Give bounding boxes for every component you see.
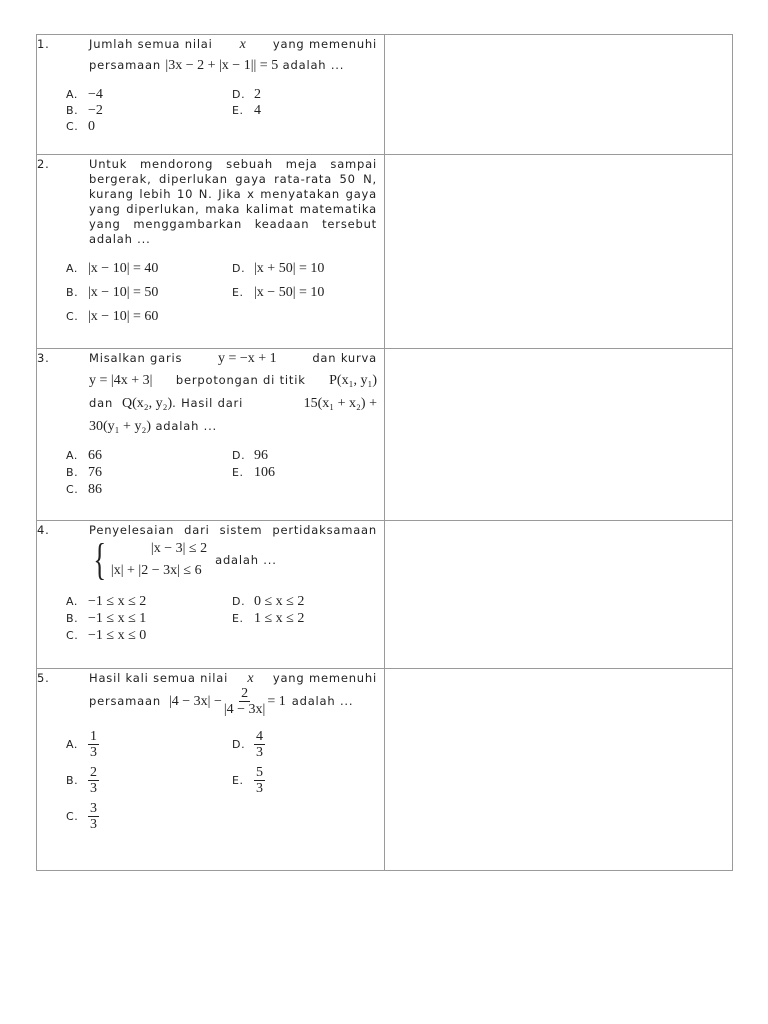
question-number: 2. [37,157,50,171]
expression: 15(x₁ + x₂) + [303,396,377,411]
answer-cell-4 [385,521,733,669]
option-fraction: $\frac{5}{3}$ [256,765,263,796]
option-label: A. [66,449,79,462]
question-stem: adalah ... [155,419,217,433]
answer-cell-5 [385,669,733,871]
option-label: B. [66,286,79,299]
option-label: C. [66,810,79,823]
option-value: −2 [88,103,103,118]
option-value: 86 [88,482,102,497]
option-value: 106 [254,465,275,480]
point-p: P(x₁, y₁) [329,373,377,388]
equation-left: |4 − 3x| − [168,694,222,709]
option-value: 66 [88,448,102,463]
option-label: D. [232,88,246,101]
option-value: |x + 50| = 10 [254,261,325,276]
option-value: −1 ≤ x ≤ 1 [88,611,147,626]
question-stem: persamaan [89,58,161,72]
equation: y = |4x + 3| [89,373,153,388]
option-label: E. [232,466,244,479]
option-label: B. [66,104,79,117]
option-fraction: $\frac{4}{3}$ [256,729,263,760]
fraction-numerator: 2 [241,686,249,701]
math-var: x [247,671,254,686]
question-row-2 [37,155,733,349]
question-stem: Jumlah semua nilai [89,37,213,51]
question-stem: adalah ... [215,552,277,567]
option-value: |x − 10| = 40 [88,261,159,276]
question-cell-3 [37,349,385,521]
question-stem: Penyelesaian dari sistem pertidaksamaan [89,523,377,537]
option-value: 0 ≤ x ≤ 2 [254,594,305,609]
question-stem: dan [89,396,114,410]
option-label: A. [66,595,79,608]
option-value: 96 [254,448,268,463]
option-label: A. [66,738,79,751]
option-value: |x − 50| = 10 [254,285,325,300]
question-stem: Misalkan garis [89,351,183,365]
question-stem: Untuk mendorong sebuah meja sampai bergerak, diperlukan gaya rata-rata 50 N, kurang lebih 10 N. Jika x menyatakan gaya yang diperlukan, maka kalimat matematika yang menggambarkan keadaan tersebut adalah ... [89,157,377,246]
question-stem: Hasil kali semua nilai [89,671,229,685]
question-stem: adalah ... [291,694,354,708]
option-value: −4 [88,87,103,102]
question-row-3 [37,349,733,521]
option-fraction: $\frac{3}{3}$ [90,801,97,832]
question-row-4 [37,521,733,669]
option-label: B. [66,612,79,625]
option-label: B. [66,466,79,479]
answer-cell-1 [385,35,733,155]
option-label: C. [66,310,79,323]
question-stem: yang memenuhi [272,37,377,51]
option-value: 2 [254,87,261,102]
option-label: C. [66,120,79,133]
question-row-1 [37,35,733,155]
option-label: D. [232,262,246,275]
question-cell-1 [37,35,385,155]
system-brace: { [93,535,107,584]
expression: 30(y₁ + y₂) [89,419,151,434]
option-label: A. [66,88,79,101]
equation: y = −x + 1 [217,351,277,366]
option-value: −1 ≤ x ≤ 2 [88,594,147,609]
question-number: 1. [37,37,50,51]
answer-cell-3 [385,349,733,521]
inequality-system [111,538,207,582]
point-q: Q(x₂, y₂) [121,396,173,411]
question-stem: berpotongan di titik [175,373,306,387]
option-value: |x − 10| = 60 [88,309,159,324]
equation-fraction [224,686,266,717]
question-cell-4 [37,521,385,669]
option-value: 4 [254,103,261,118]
inequality-1: |x − 3| ≤ 2 [150,541,208,556]
question-row-5 [37,669,733,871]
question-cell-2 [37,155,385,349]
option-label: D. [232,738,246,751]
inequality-2: |x| + |2 − 3x| ≤ 6 [110,563,202,578]
equation-right: = 1 [267,694,286,709]
equation: |3x − 2 + |x − 1|| = 5 [165,58,279,73]
question-stem: dan kurva [312,351,377,365]
option-label: C. [66,483,79,496]
question-number: 4. [37,523,50,537]
option-label: B. [66,774,79,787]
question-number: 5. [37,671,50,685]
fraction-denominator: |4 − 3x| [223,702,266,717]
option-value: 1 ≤ x ≤ 2 [254,611,305,626]
option-value: |x − 10| = 50 [88,285,159,300]
option-value: −1 ≤ x ≤ 0 [88,628,147,643]
question-stem: yang memenuhi [272,671,377,685]
question-stem: adalah ... [282,58,345,72]
question-sheet [36,34,732,871]
option-value: 76 [88,465,102,480]
question-stem: persamaan [89,694,161,708]
option-value: 0 [88,119,95,134]
option-label: E. [232,104,244,117]
option-fraction: $\frac{2}{3}$ [90,765,97,796]
option-label: D. [232,595,246,608]
option-label: E. [232,286,244,299]
question-number: 3. [37,351,50,365]
option-label: E. [232,612,244,625]
question-cell-5 [37,669,385,871]
option-fraction: $\frac{1}{3}$ [90,729,97,760]
option-label: D. [232,449,246,462]
question-stem: . Hasil dari [172,396,244,410]
question-table [36,34,733,871]
answer-cell-2 [385,155,733,349]
option-label: E. [232,774,244,787]
option-label: A. [66,262,79,275]
math-var: x [239,37,246,52]
option-label: C. [66,629,79,642]
